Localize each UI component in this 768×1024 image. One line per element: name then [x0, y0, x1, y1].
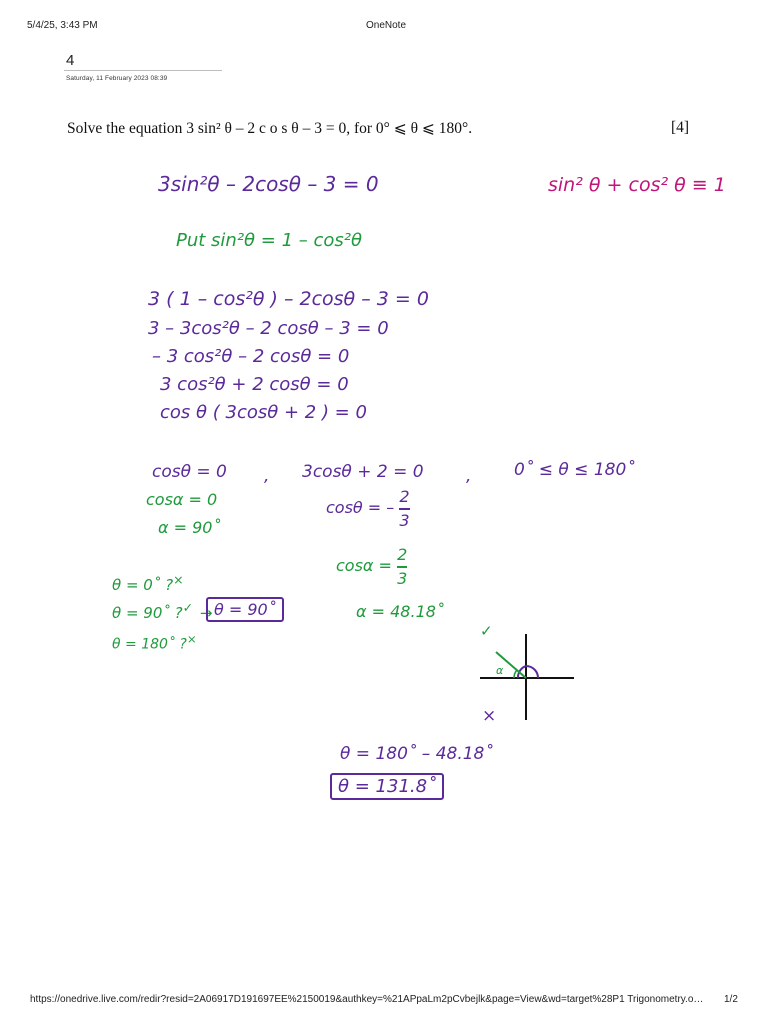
boxed-answer-ninety: θ = 90˚	[206, 597, 284, 622]
check-icon: ✓	[182, 600, 194, 615]
alpha-ninety: α = 90˚	[158, 518, 221, 537]
range-note: 0˚ ≤ θ ≤ 180˚	[514, 460, 635, 480]
question-marks: [4]	[671, 119, 690, 136]
step-2: 3 – 3cos²θ – 2 cosθ – 3 = 0	[148, 318, 389, 339]
theta-zero-text: θ = 0˚ ?	[112, 576, 174, 594]
fraction-two-thirds	[397, 546, 407, 587]
cos-alpha-zero: cosα = 0	[146, 490, 218, 509]
angle-arc	[526, 666, 538, 678]
fraction-bar	[397, 566, 407, 568]
cross-icon: ×	[186, 632, 197, 646]
print-datetime: 5/4/25, 3:43 PM	[27, 20, 98, 31]
cos-alpha-value	[336, 546, 407, 587]
fraction-denominator: 3	[399, 510, 410, 530]
theta-ninety-text: θ = 90˚ ?	[112, 604, 183, 622]
diagram-cross: ×	[482, 706, 497, 726]
fraction-numerator: 2	[397, 545, 408, 564]
theta-180-check	[112, 632, 197, 653]
comma-separator: ,	[466, 466, 472, 486]
arrow-icon: →	[199, 604, 213, 622]
print-url: https://onedrive.live.com/redir?resid=2A06917D191697EE%2150019&authkey=%21APpaLm2pCvbejlk&page=View&wd=target%28P1 Trigonometry.o…	[30, 994, 704, 1005]
alpha-arc	[514, 670, 517, 678]
case-cos-zero: cosθ = 0	[152, 462, 227, 482]
fraction-denominator: 3	[397, 568, 408, 588]
cross-icon: ×	[173, 572, 184, 587]
cos-theta-value	[326, 488, 410, 529]
final-answer: θ = 131.8˚	[330, 773, 444, 800]
theta-calculation: θ = 180˚ – 48.18˚	[340, 744, 493, 764]
step-1: 3 ( 1 – cos²θ ) – 2cosθ – 3 = 0	[148, 288, 429, 310]
print-page-count: 1/2	[724, 994, 738, 1005]
comma-separator: ,	[264, 466, 270, 486]
cos-alpha-lhs: cosα =	[336, 556, 392, 576]
step-4: 3 cos²θ + 2 cosθ = 0	[160, 374, 349, 395]
theta-zero-check	[112, 572, 184, 594]
diagram-tick: ✓	[480, 622, 493, 640]
main-equation: 3sin²θ – 2cosθ – 3 = 0	[158, 172, 379, 196]
page-date: Saturday, 11 February 2023 08:39	[66, 75, 168, 82]
fraction-two-thirds	[399, 488, 409, 529]
diagram-alpha-label: α	[496, 664, 504, 677]
question-text: Solve the equation 3 sin² θ – 2 c o s θ – 3 = 0, for 0° ⩽ θ ⩽ 180°.	[67, 120, 473, 137]
theta-ninety-check	[112, 600, 212, 622]
title-underline	[64, 70, 222, 71]
cos-theta-lhs: cosθ = –	[326, 498, 395, 518]
substitution-note: Put sin²θ = 1 – cos²θ	[176, 230, 362, 251]
page-title: 4	[66, 52, 75, 69]
fraction-bar	[399, 508, 409, 510]
print-app-name: OneNote	[366, 20, 407, 31]
identity-note: sin² θ + cos² θ ≡ 1	[548, 174, 726, 196]
step-3: – 3 cos²θ – 2 cosθ = 0	[152, 346, 350, 367]
alpha-value: α = 48.18˚	[356, 602, 444, 621]
step-5: cos θ ( 3cosθ + 2 ) = 0	[160, 402, 367, 423]
case-linear: 3cosθ + 2 = 0	[302, 462, 424, 482]
fraction-numerator: 2	[399, 487, 410, 506]
theta-180-text: θ = 180˚ ?	[112, 636, 187, 653]
